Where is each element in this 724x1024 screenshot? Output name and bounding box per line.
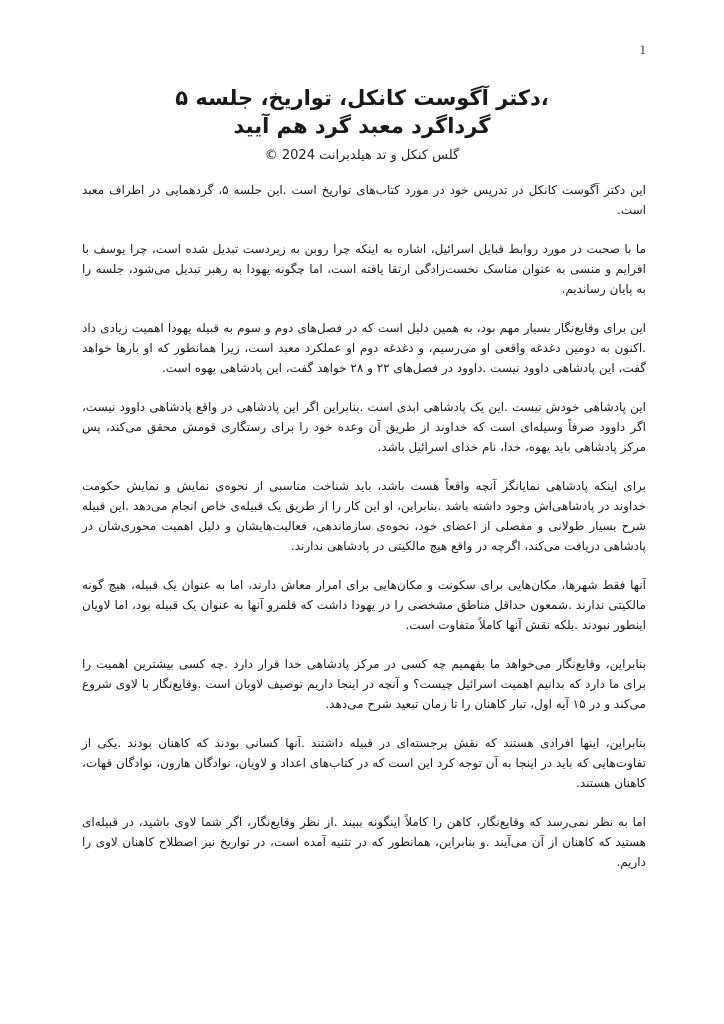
- paragraph: بنابراین، اینها افرادی هستند که نقش برجسته‌ای در قبیله داشتند .آنها کسانی بودند که کاهنان بودند .یکی از تفاوت‌هایی که باید در اینجا به آن توجه کرد این است که در کتاب‌های اعداد و لاویان، نوادگان هارون، نوادگان قهات، کاهنان هستند.: [82, 736, 646, 790]
- title-line-2: گرداگرد معبد گرد هم آیید: [233, 114, 491, 138]
- paragraph: برای اینکه پادشاهی نمایانگر آنچه واقعاً هست باشد، باید شناخت مناسبی از نحوه‌ی نمایش و نمایش حکومت خداوند در پادشاهی‌اش وجود داشته باشد .بنابراین، او این کار را از طریق یک قبیله‌ی خاص انجام می‌دهد .این قبیله شرح بسیار طولانی و مفصلی از اعضای خود، نحوه‌ی سازماندهی، فعالیت‌هایشان و دلیل اهمیت محوری‌شان در پادشاهی دریافت می‌کند، اگرچه در واقع هیچ مالکیتی در پادشاهی ندارند.: [82, 479, 646, 553]
- page-number: 1: [639, 42, 646, 57]
- paragraph: این برای وقایع‌نگار بسیار مهم بود، به همین دلیل است که در فصل‌های دوم و سوم به قبیله یهودا اهمیت زیادی داد .اکنون به دومین دغدغه واقعی او می‌رسیم، و دغدغه دوم او عملکرد معبد است، زیرا همانطور که او بارها خواهد گفت، این پادشاهی داوود نیست .داوود در فصل‌های ۲۲ و ۲۸ خواهد گفت، این پادشاهی یهوه است.: [82, 321, 646, 375]
- paragraph: ما با صحبت در مورد روابط قبایل اسرائیل، اشاره به اینکه چرا روبن به زیردست تبدیل شده است، چرا یوسف با افرایم و منسی به عنوان مناسک نخست‌زادگی ارتقا یافته است، اما چگونه یهودا به رهبر تبدیل می‌شود، جلسه را به پایان رساندیم.: [82, 242, 646, 296]
- paragraph: این دکتر آگوست کانکل در تدریس خود در مورد کتاب‌های تواریخ است .این جلسه ۵، گردهمایی در اطراف معبد است.: [82, 183, 646, 217]
- byline: گلس کنکل و تد هیلدبرانت 2024 ©: [264, 148, 460, 163]
- document-title: [90, 84, 634, 140]
- title-line-1: ،دکتر آگوست کانکل، تواریخ، جلسه ۵: [175, 86, 549, 110]
- document-body: [82, 180, 646, 891]
- paragraph: آنها فقط شهرها، مکان‌هایی برای سکونت و مکان‌هایی برای امرار معاش دارند، اما به عنوان یک قبیله، هیچ گونه مالکیتی ندارند .شمعون حداقل مناطق مشخصی را در یهودا داشت که قلمرو آنها به عنوان یک قبیله بود، اما لاویان اینطور نبودند .بلکه نقش آنها کاملاً متفاوت است.: [82, 578, 646, 632]
- paragraph: بنابراین، وقایع‌نگار می‌خواهد ما بفهمیم چه کسی در مرکز پادشاهی خدا قرار دارد .چه کسی بیشترین اهمیت را برای ما دارد که بدانیم اهمیت اسرائیل چیست؟ و آنچه در اینجا داریم توصیف لاویان است .وقایع‌نگار با لاوی شروع می‌کند و در ۱۵ آیه اول، تبار کاهنان را تا زمان تبعید شرح می‌دهد.: [82, 657, 646, 711]
- paragraph: این پادشاهی خودش نیست .این یک پادشاهی ابدی است .بنابراین اگر این پادشاهی در واقع پادشاهی داوود نیست، اگر داوود صرفاً وسیله‌ای است که خداوند از طریق آن وعده خود را برای رستگاری قومش محقق می‌کند، پس مرکز پادشاهی باید یهوه، خدا، نام خدای اسرائیل باشد.: [82, 400, 646, 454]
- paragraph: اما به نظر نمی‌رسد که وقایع‌نگار، کاهن را کاملاً اینگونه ببیند .از نظر وقایع‌نگار، اگر شما لاوی باشید، در قبیله‌ای هستید که کاهنان از آن می‌آیند .و بنابراین، همانطور که در تثنیه آمده است، در تواریخ نیز اصطلاح کاهنان لاوی را داریم.: [82, 815, 646, 869]
